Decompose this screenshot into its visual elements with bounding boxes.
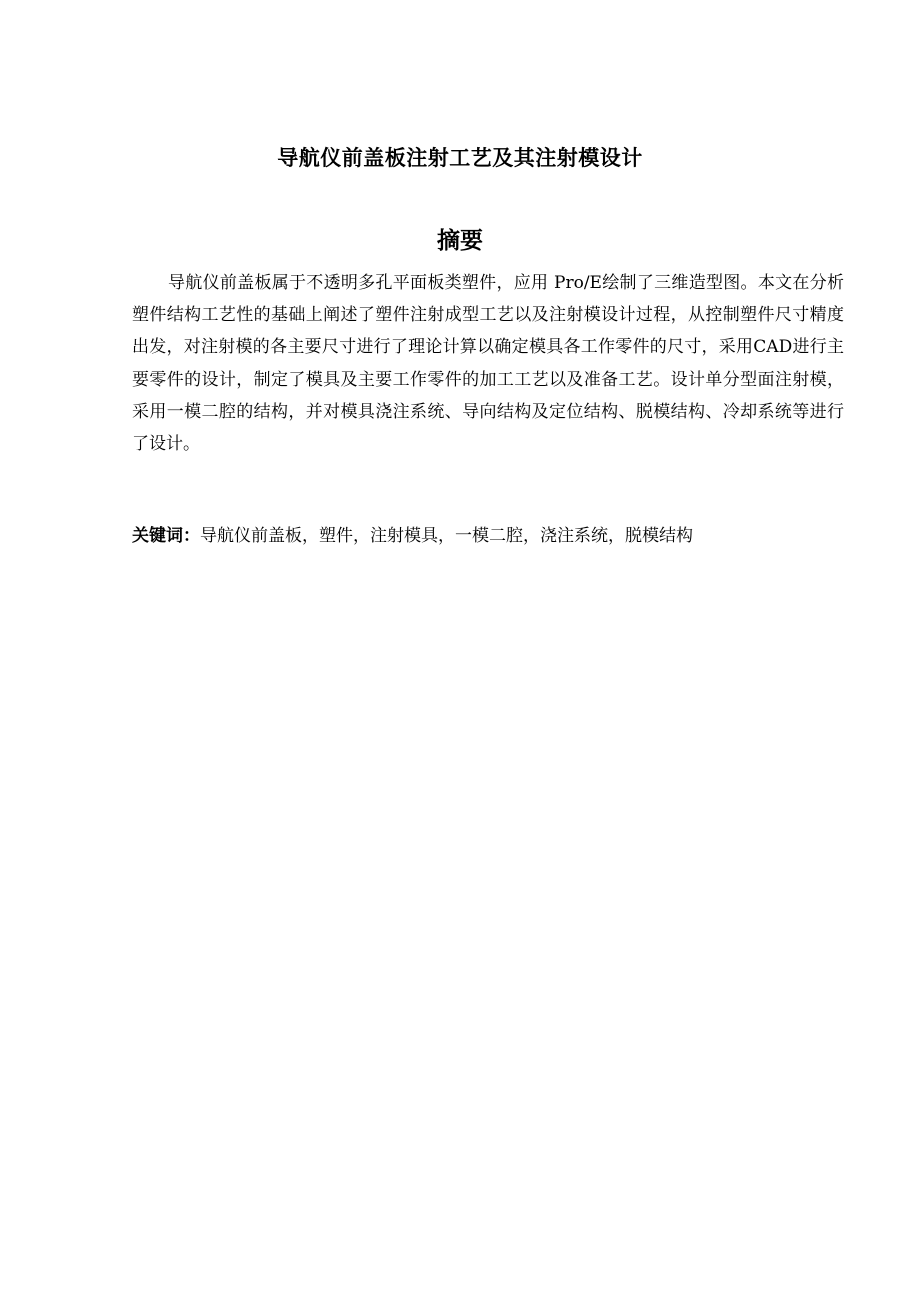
keywords-line xyxy=(132,522,844,550)
abstract-heading: 摘要 xyxy=(437,228,483,254)
abstract-body: 导航仪前盖板属于不透明多孔平面板类塑件，应用 Pro/E绘制了三维造型图。本文在分析塑件结构工艺性的基础上阐述了塑件注射成型工艺以及注射模设计过程，从控制塑件尺寸精度出发，对注射模的各主要尺寸进行了理论计算以确定模具各工作零件的尺寸，采用CAD进行主要零件的设计，制定了模具及主要工作零件的加工工艺以及准备工艺。设计单分型面注射模，采用一模二腔的结构，并对模具浇注系统、导向结构及定位结构、脱模结构、冷却系统等进行了设计。 xyxy=(132,273,844,455)
keywords-label: 关键词： xyxy=(132,526,200,546)
document-title: 导航仪前盖板注射工艺及其注射模设计 xyxy=(277,146,643,170)
keywords-value: 导航仪前盖板，塑件，注射模具，一模二腔，浇注系统，脱模结构 xyxy=(200,526,693,546)
